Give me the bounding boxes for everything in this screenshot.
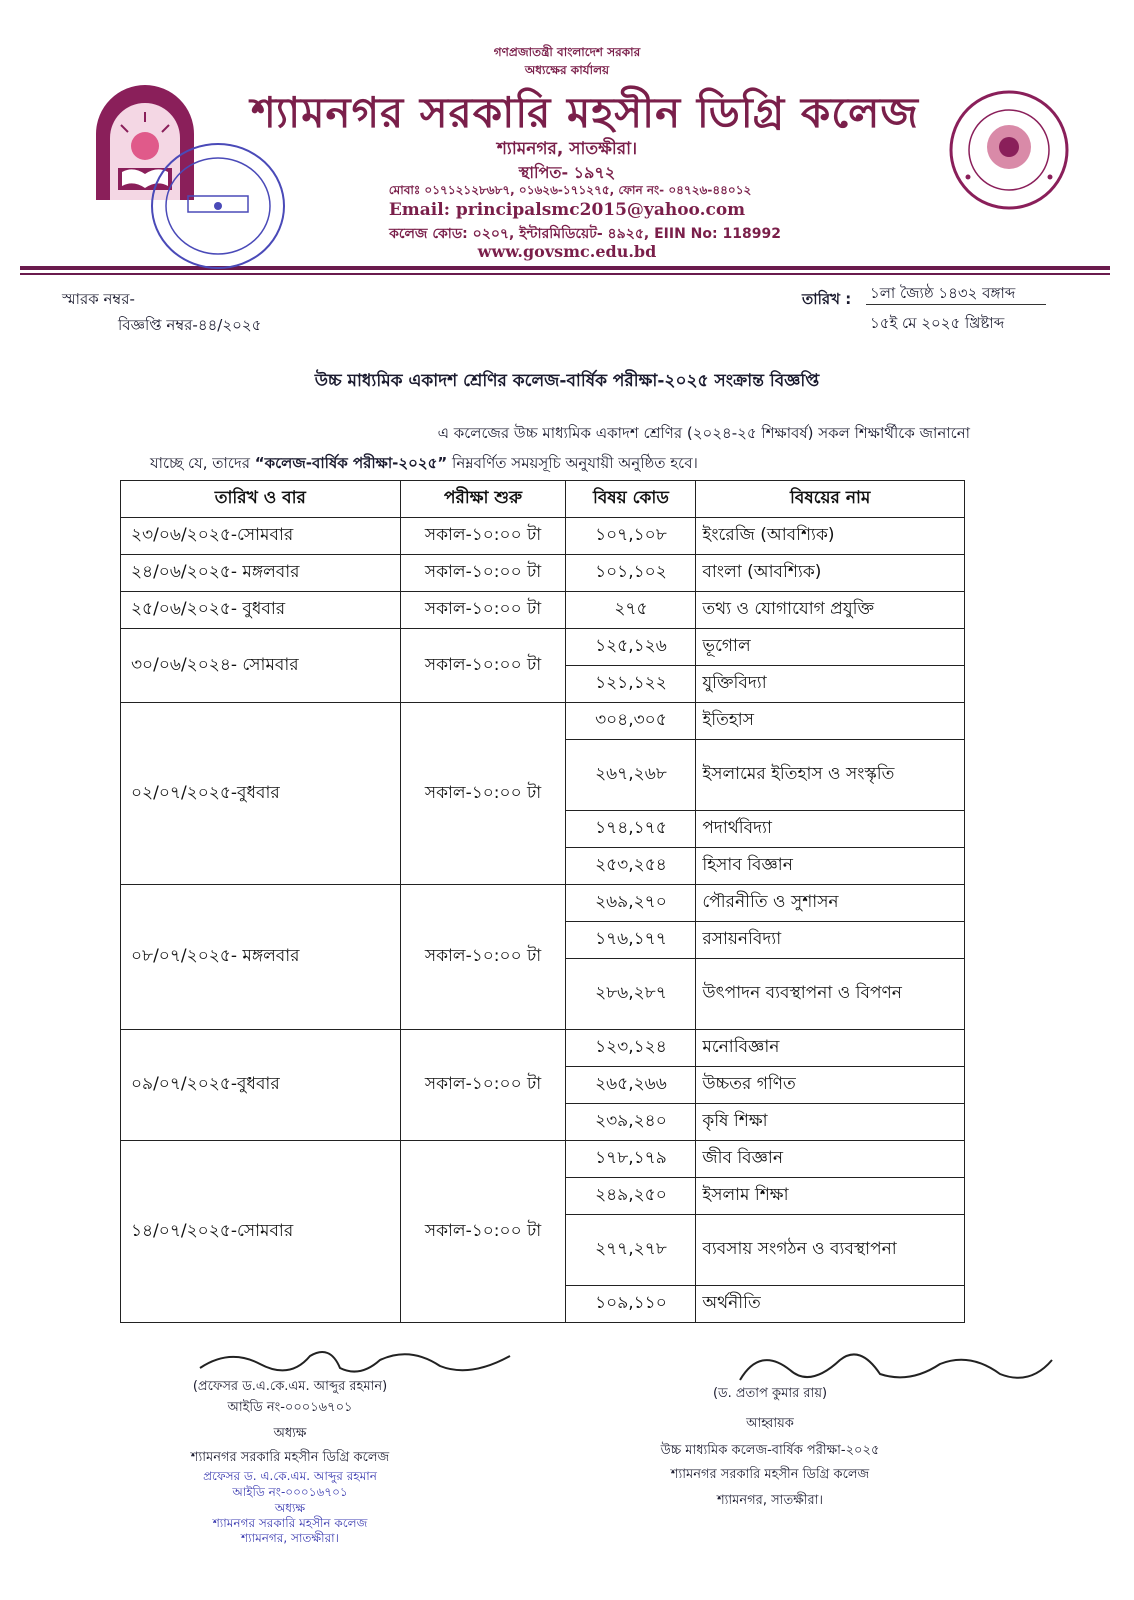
subject-name: জীব বিজ্ঞান xyxy=(696,1141,965,1178)
subject-name: ভূগোল xyxy=(696,629,965,666)
date-english: ১৫ই মে ২০২৫ খ্রিষ্টাব্দ xyxy=(870,314,1005,332)
subject-name: পদার্থবিদ্যা xyxy=(696,811,965,848)
header-date: তারিখ ও বার xyxy=(121,481,401,518)
subject-code: ২৮৬,২৮৭ xyxy=(566,959,696,1030)
exam-time: সকাল-১০:০০ টা xyxy=(400,1141,566,1323)
exam-time: সকাল-১০:০০ টা xyxy=(400,703,566,885)
date-divider xyxy=(866,304,1046,305)
subject-name: ইসলামের ইতিহাস ও সংস্কৃতি xyxy=(696,740,965,811)
exam-date: ২৪/০৬/২০২৫- মঙ্গলবার xyxy=(121,555,401,592)
exam-date: ২৫/০৬/২০২৫- বুধবার xyxy=(121,592,401,629)
website: www.govsmc.edu.bd xyxy=(477,242,657,261)
subject-code: ১০৯,১১০ xyxy=(566,1286,696,1323)
memo-number-label: স্মারক নম্বর- xyxy=(62,290,135,308)
date-bangla: ১লা জ্যৈষ্ঠ ১৪৩২ বঙ্গাব্দ xyxy=(870,284,1016,302)
stamp-name: প্রফেসর ড. এ.কে.এম. আব্দুর রহমান xyxy=(203,1469,377,1483)
notice-heading: উচ্চ মাধ্যমিক একাদশ শ্রেণির কলেজ-বার্ষিক পরীক্ষা-২০২৫ সংক্রান্ত বিজ্ঞপ্তি xyxy=(314,371,820,391)
header-rule-thin xyxy=(20,273,1110,275)
table-row xyxy=(121,592,965,629)
principal-role: অধ্যক্ষ xyxy=(273,1426,307,1441)
email-address: Email: principalsmc2015@yahoo.com xyxy=(388,200,746,220)
subject-name: হিসাব বিজ্ঞান xyxy=(696,848,965,885)
government-line: গণপ্রজাতন্ত্রী বাংলাদেশ সরকার xyxy=(493,45,641,59)
exam-time: সকাল-১০:০০ টা xyxy=(400,518,566,555)
convener-name: (ড. প্রতাপ কুমার রায়) xyxy=(712,1386,828,1401)
subject-code: ১২৩,১২৪ xyxy=(566,1030,696,1067)
exam-date: ৩০/০৬/২০২৪- সোমবার xyxy=(121,629,401,703)
table-row xyxy=(121,1030,965,1067)
subject-code: ১২৫,১২৬ xyxy=(566,629,696,666)
subject-code: ১৭৪,১৭৫ xyxy=(566,811,696,848)
exam-time: সকাল-১০:০০ টা xyxy=(400,1030,566,1141)
notice-paragraph-line1: এ কলেজের উচ্চ মাধ্যমিক একাদশ শ্রেণির (২০২৪-২৫ শিক্ষাবর্ষ) সকল শিক্ষার্থীকে জানানো xyxy=(437,424,970,442)
principal-name: (প্রফেসর ড.এ.কে.এম. আব্দুর রহমান) xyxy=(192,1379,388,1394)
subject-code: ১৭৮,১৭৯ xyxy=(566,1141,696,1178)
table-row xyxy=(121,885,965,922)
subject-code: ৩০৪,৩০৫ xyxy=(566,703,696,740)
exam-time: সকাল-১০:০০ টা xyxy=(400,555,566,592)
convener-place: শ্যামনগর, সাতক্ষীরা। xyxy=(716,1493,824,1508)
subject-name: ইংরেজি (আবশ্যিক) xyxy=(696,518,965,555)
exam-time: সকাল-১০:০০ টা xyxy=(400,885,566,1030)
college-place: শ্যামনগর, সাতক্ষীরা। xyxy=(496,139,638,159)
convener-role: আহ্বায়ক xyxy=(746,1416,794,1431)
subject-code: ১০১,১০২ xyxy=(566,555,696,592)
subject-code: ২৪৯,২৫০ xyxy=(566,1178,696,1215)
exam-schedule-table xyxy=(120,480,965,1323)
exam-time: সকাল-১০:০০ টা xyxy=(400,629,566,703)
stamp-college: শ্যামনগর সরকারি মহসীন কলেজ xyxy=(212,1516,368,1530)
subject-code: ১২১,১২২ xyxy=(566,666,696,703)
exam-date: ০৮/০৭/২০২৫- মঙ্গলবার xyxy=(121,885,401,1030)
stamp-place: শ্যামনগর, সাতক্ষীরা। xyxy=(241,1531,339,1545)
subject-code: ১০৭,১০৮ xyxy=(566,518,696,555)
header-start: পরীক্ষা শুরু xyxy=(400,481,566,518)
subject-name: উৎপাদন ব্যবস্থাপনা ও বিপণন xyxy=(696,959,965,1030)
subject-name: যুক্তিবিদ্যা xyxy=(696,666,965,703)
subject-code: ২৬৯,২৭০ xyxy=(566,885,696,922)
established-year: স্থাপিত- ১৯৭২ xyxy=(518,163,616,182)
subject-name: অর্থনীতি xyxy=(696,1286,965,1323)
header-code: বিষয় কোড xyxy=(566,481,696,518)
principal-signature-icon xyxy=(190,1338,520,1382)
subject-code: ২৫৩,২৫৪ xyxy=(566,848,696,885)
subject-name: তথ্য ও যোগাযোগ প্রযুক্তি xyxy=(696,592,965,629)
table-row xyxy=(121,555,965,592)
subject-name: ইসলাম শিক্ষা xyxy=(696,1178,965,1215)
table-row xyxy=(121,518,965,555)
subject-name: উচ্চতর গণিত xyxy=(696,1067,965,1104)
subject-code: ২৩৯,২৪০ xyxy=(566,1104,696,1141)
subject-code: ১৭৬,১৭৭ xyxy=(566,922,696,959)
subject-code: ২৭৫ xyxy=(566,592,696,629)
stamp-role: অধ্যক্ষ xyxy=(274,1501,306,1515)
seal-stamp-icon xyxy=(148,140,288,272)
college-name: শ্যামনগর সরকারি মহসীন ডিগ্রি কলেজ xyxy=(251,88,919,137)
subject-name: বাংলা (আবশ্যিক) xyxy=(696,555,965,592)
exam-date: ১৪/০৭/২০২৫-সোমবার xyxy=(121,1141,401,1323)
subject-code: ২৬৭,২৬৮ xyxy=(566,740,696,811)
notice-number: বিজ্ঞপ্তি নম্বর-৪৪/২০২৫ xyxy=(118,316,262,334)
subject-name: মনোবিজ্ঞান xyxy=(696,1030,965,1067)
exam-title: “কলেজ-বার্ষিক পরীক্ষা-২০২৫” xyxy=(254,454,448,472)
government-seal-icon xyxy=(948,85,1070,215)
college-codes: কলেজ কোড: ০২০৭, ইন্টারমিডিয়েট- ৪৯২৫, EIIN No: 118992 xyxy=(389,226,781,242)
notice-paragraph-line2 xyxy=(150,452,698,477)
subject-code: ২৬৫,২৬৬ xyxy=(566,1067,696,1104)
subject-code: ২৭৭,২৭৮ xyxy=(566,1215,696,1286)
table-row xyxy=(121,703,965,740)
table-row xyxy=(121,1141,965,1178)
date-label: তারিখ : xyxy=(802,290,852,308)
office-line: অধ্যক্ষের কার্যালয় xyxy=(524,63,610,77)
table-row xyxy=(121,629,965,666)
convener-college: শ্যামনগর সরকারি মহসীন ডিগ্রি কলেজ xyxy=(670,1467,870,1482)
exam-date: ০২/০৭/২০২৫-বুধবার xyxy=(121,703,401,885)
paragraph-text: নিম্নবর্ণিত সময়সূচি অনুযায়ী অনুষ্ঠিত হবে। xyxy=(447,454,698,472)
table-header-row xyxy=(121,481,965,518)
principal-id: আইডি নং-০০০১৬৭০১ xyxy=(227,1400,353,1415)
contact-numbers: মোবাঃ ০১৭১২১২৮৬৮৭, ০১৬২৬-১৭১২৭৫, ফোন নং- ০৪৭২৬-৪৪০১২ xyxy=(388,183,752,197)
subject-name: পৌরনীতি ও সুশাসন xyxy=(696,885,965,922)
exam-date: ২৩/০৬/২০২৫-সোমবার xyxy=(121,518,401,555)
subject-name: কৃষি শিক্ষা xyxy=(696,1104,965,1141)
subject-name: ইতিহাস xyxy=(696,703,965,740)
paragraph-text: যাচ্ছে যে, তাদের xyxy=(150,454,255,472)
convener-exam: উচ্চ মাধ্যমিক কলেজ-বার্ষিক পরীক্ষা-২০২৫ xyxy=(660,1443,880,1458)
principal-college: শ্যামনগর সরকারি মহসীন ডিগ্রি কলেজ xyxy=(190,1450,390,1465)
exam-date: ০৯/০৭/২০২৫-বুধবার xyxy=(121,1030,401,1141)
stamp-id: আইডি নং-০০০১৬৭০১ xyxy=(232,1485,348,1499)
header-subject: বিষয়ের নাম xyxy=(696,481,965,518)
subject-name: রসায়নবিদ্যা xyxy=(696,922,965,959)
exam-time: সকাল-১০:০০ টা xyxy=(400,592,566,629)
subject-name: ব্যবসায় সংগঠন ও ব্যবস্থাপনা xyxy=(696,1215,965,1286)
